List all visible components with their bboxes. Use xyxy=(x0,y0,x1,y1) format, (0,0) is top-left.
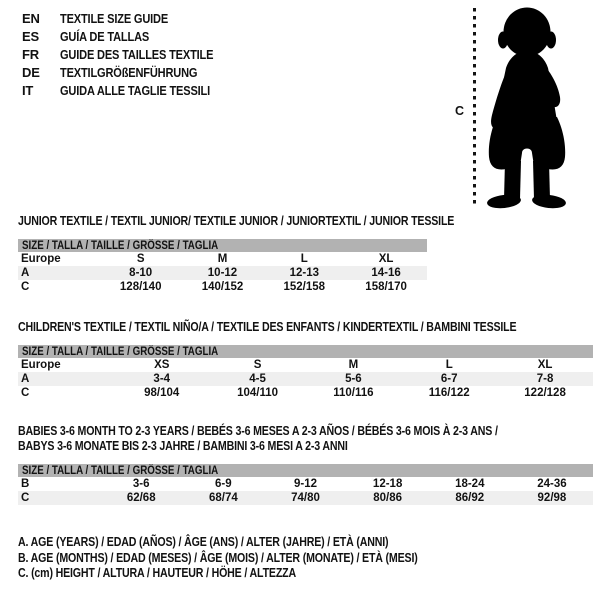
language-code: ES xyxy=(22,29,39,44)
footnotes xyxy=(18,535,488,582)
dashed-height-line xyxy=(471,8,478,208)
size-header-bar: SIZE / TALLA / TAILLE / GRÖSSE / TAGLIA xyxy=(18,345,593,358)
table-row: Europe XS S M L XL xyxy=(21,359,553,371)
size-table-children xyxy=(18,345,593,400)
size-table-junior xyxy=(18,239,427,294)
language-code: IT xyxy=(22,83,34,98)
table-row: C 128/140 140/152 152/158 158/170 xyxy=(21,281,407,293)
table-row: C 62/68 68/74 74/80 80/86 86/92 92/98 xyxy=(18,491,593,505)
table-row: A 3-4 4-5 5-6 6-7 7-8 xyxy=(18,372,593,386)
language-code: DE xyxy=(22,65,40,80)
section-title-babies: BABIES 3-6 MONTH TO 2-3 YEARS / BEBÉS 3-6 MESES A 2-3 AÑOS / BÉBÉS 3-6 MOIS À 2-3 ANS / BABYS 3-6 MONATE BIS 2-3 JAHRE / BAMBINI 3-6 MESI A 2-3 ANNI xyxy=(18,424,498,453)
size-table-babies xyxy=(18,464,593,505)
language-label: GUIDA ALLE TAGLIE TESSILI xyxy=(60,83,211,98)
section-title-junior: JUNIOR TEXTILE / TEXTIL JUNIOR/ TEXTILE JUNIOR / JUNIORTEXTIL / JUNIOR TESSILE xyxy=(18,214,455,228)
language-label: GUIDE DES TAILLES TEXTILE xyxy=(60,47,214,62)
table-row: A 8-10 10-12 12-13 14-16 xyxy=(18,266,427,280)
size-header-bar: SIZE / TALLA / TAILLE / GRÖSSE / TAGLIA xyxy=(18,239,427,252)
footnote-c: C. (cm) HEIGHT / ALTURA / HAUTEUR / HÖHE / ALTEZZA xyxy=(18,566,296,580)
table-row: C 98/104 104/110 110/116 116/122 122/128 xyxy=(21,387,566,399)
footnote-b: B. AGE (MONTHS) / EDAD (MESES) / ÂGE (MOIS) / ALTER (MONATE) / ETÀ (MESI) xyxy=(18,550,418,565)
language-label: TEXTILE SIZE GUIDE xyxy=(60,11,169,26)
language-list xyxy=(22,10,240,100)
language-label: TEXTILGRÖßENFÜHRUNG xyxy=(60,65,198,80)
table-row: B 3-6 6-9 9-12 12-18 18-24 24-36 xyxy=(21,478,567,490)
language-row xyxy=(22,46,240,64)
section-title-children: CHILDREN'S TEXTILE / TEXTIL NIÑO/A / TEXTILE DES ENFANTS / KINDERTEXTIL / BAMBINI TESSILE xyxy=(18,320,517,334)
language-row xyxy=(22,10,240,28)
size-header-bar: SIZE / TALLA / TAILLE / GRÖSSE / TAGLIA xyxy=(18,464,593,477)
language-row xyxy=(22,28,240,46)
language-label: GUÍA DE TALLAS xyxy=(60,29,150,44)
height-line-label: C xyxy=(455,104,465,118)
table-row: Europe S M L XL xyxy=(21,253,394,265)
language-row xyxy=(22,64,240,82)
language-row xyxy=(22,82,240,100)
footnote-a: A. AGE (YEARS) / EDAD (AÑOS) / ÂGE (ANS) / ALTER (JAHRE) / ETÀ (ANNI) xyxy=(18,535,389,549)
language-code: EN xyxy=(22,11,40,26)
baby-silhouette-icon xyxy=(478,5,575,210)
language-code: FR xyxy=(22,47,39,62)
